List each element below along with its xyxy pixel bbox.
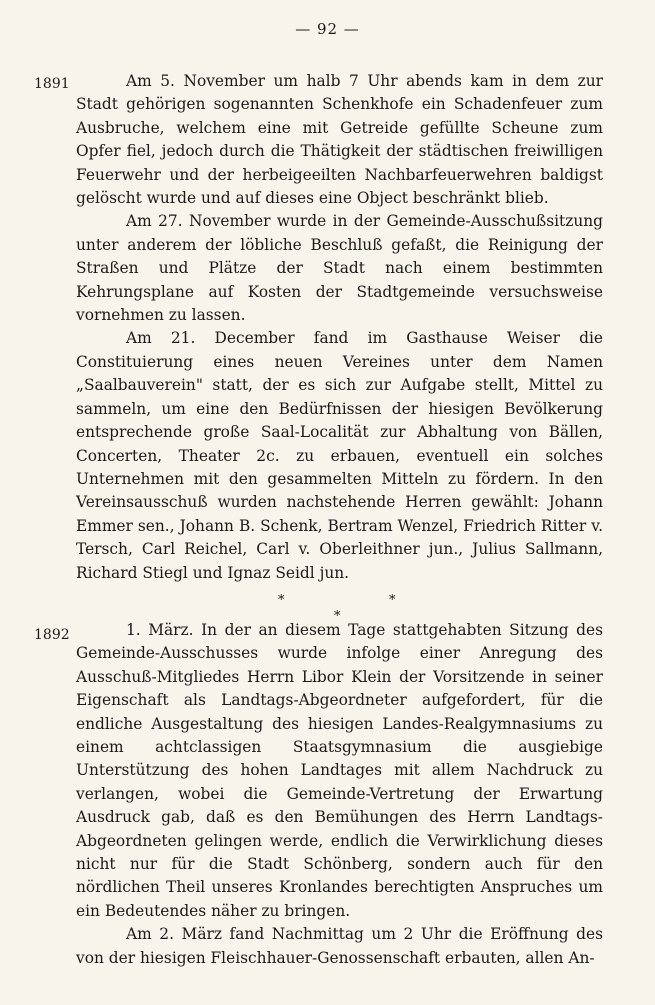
paragraph-fire-5-november: Am 5. November um halb 7 Uhr abends kam in dem zur Stadt gehörigen sogenannten Schenkhofe ein Schadenfeuer zum Ausbruche, welchem eine mit Getreide gefüllte Scheune zum Opfer fiel, jedoch durch die Thätigkeit der städtischen freiwilligen Feuerwehr und der herbeigeeilten Nachbarfeuerwehren baldigst gelöscht wurde und auf dieses eine Object beschränkt blieb.: [76, 72, 603, 208]
paragraph-opening-2-maerz: Am 2. März fand Nachmittag um 2 Uhr die Eröffnung des von der hiesigen Fleischhauer-Genossenschaft erbauten, allen An-: [76, 925, 603, 967]
page-body: [76, 70, 603, 970]
separator-star: *: [334, 608, 341, 624]
margin-year-1892: 1892: [34, 627, 70, 643]
section-separator: [76, 585, 603, 624]
paragraph-saalbauverein-21-december: Am 21. December fand im Gasthause Weiser die Constituierung eines neuen Vereines unter dem Namen „Saalbauverein" statt, der es sich zur Aufgabe stellt, Mittel zu sammeln, um eine den Bedürfnissen der hiesigen Bevölkerung entsprechende große Saal-Localität zur Abhaltung von Bällen, Concerten, Theater 2c. zu erbauen, eventuell ein solches Unternehmen mit den gesammelten Mitteln zu fördern. In den Vereinsausschuß wurden nachstehende Herren gewählt: Johann Emmer sen., Johann B. Schenk, Bertram Wenzel, Friedrich Ritter v. Tersch, Carl Reichel, Carl v. Oberleithner jun., Julius Sallmann, Richard Stiegl und Ignaz Seidl jun.: [76, 329, 603, 582]
paragraph-cleaning-27-november: Am 27. November wurde in der Gemeinde-Ausschußsitzung unter anderem der löbliche Beschluß gefaßt, die Reinigung der Straßen und Plätze der Stadt nach einem bestimmten Kehrungsplane auf Kosten der Stadtgemeinde versuchsweise vornehmen zu lassen.: [76, 212, 603, 325]
separator-star: *: [389, 592, 396, 608]
page-number: — 92 —: [295, 20, 360, 38]
paragraph-gymnasium-1-maerz: 1. März. In der an diesem Tage stattgehabten Sitzung des Gemeinde-Ausschusses wurde infolge einer Anregung des Ausschuß-Mitgliedes Herrn Libor Klein der Vorsitzende in seiner Eigenschaft als Landtags-Abgeordneter aufgefordert, für die endliche Ausgestaltung des hiesigen Landes-Realgymnasiums zu einem achtclassigen Staatsgymnasium die ausgiebige Unterstützung des hohen Landtages mit allem Nachdruck zu verlangen, wobei die Gemeinde-Vertretung der Erwartung Ausdruck gab, daß es den Bemühungen des Herrn Landtags-Abgeordneten gelingen werde, endlich die Verwirklichung dieses nicht nur für die Stadt Schönberg, sondern auch für den nördlichen Theil unseres Kronlandes berechtigten Anspruches um ein Bedeutendes näher zu bringen.: [76, 620, 603, 920]
margin-year-1891: 1891: [34, 76, 70, 92]
separator-star: *: [278, 592, 285, 608]
